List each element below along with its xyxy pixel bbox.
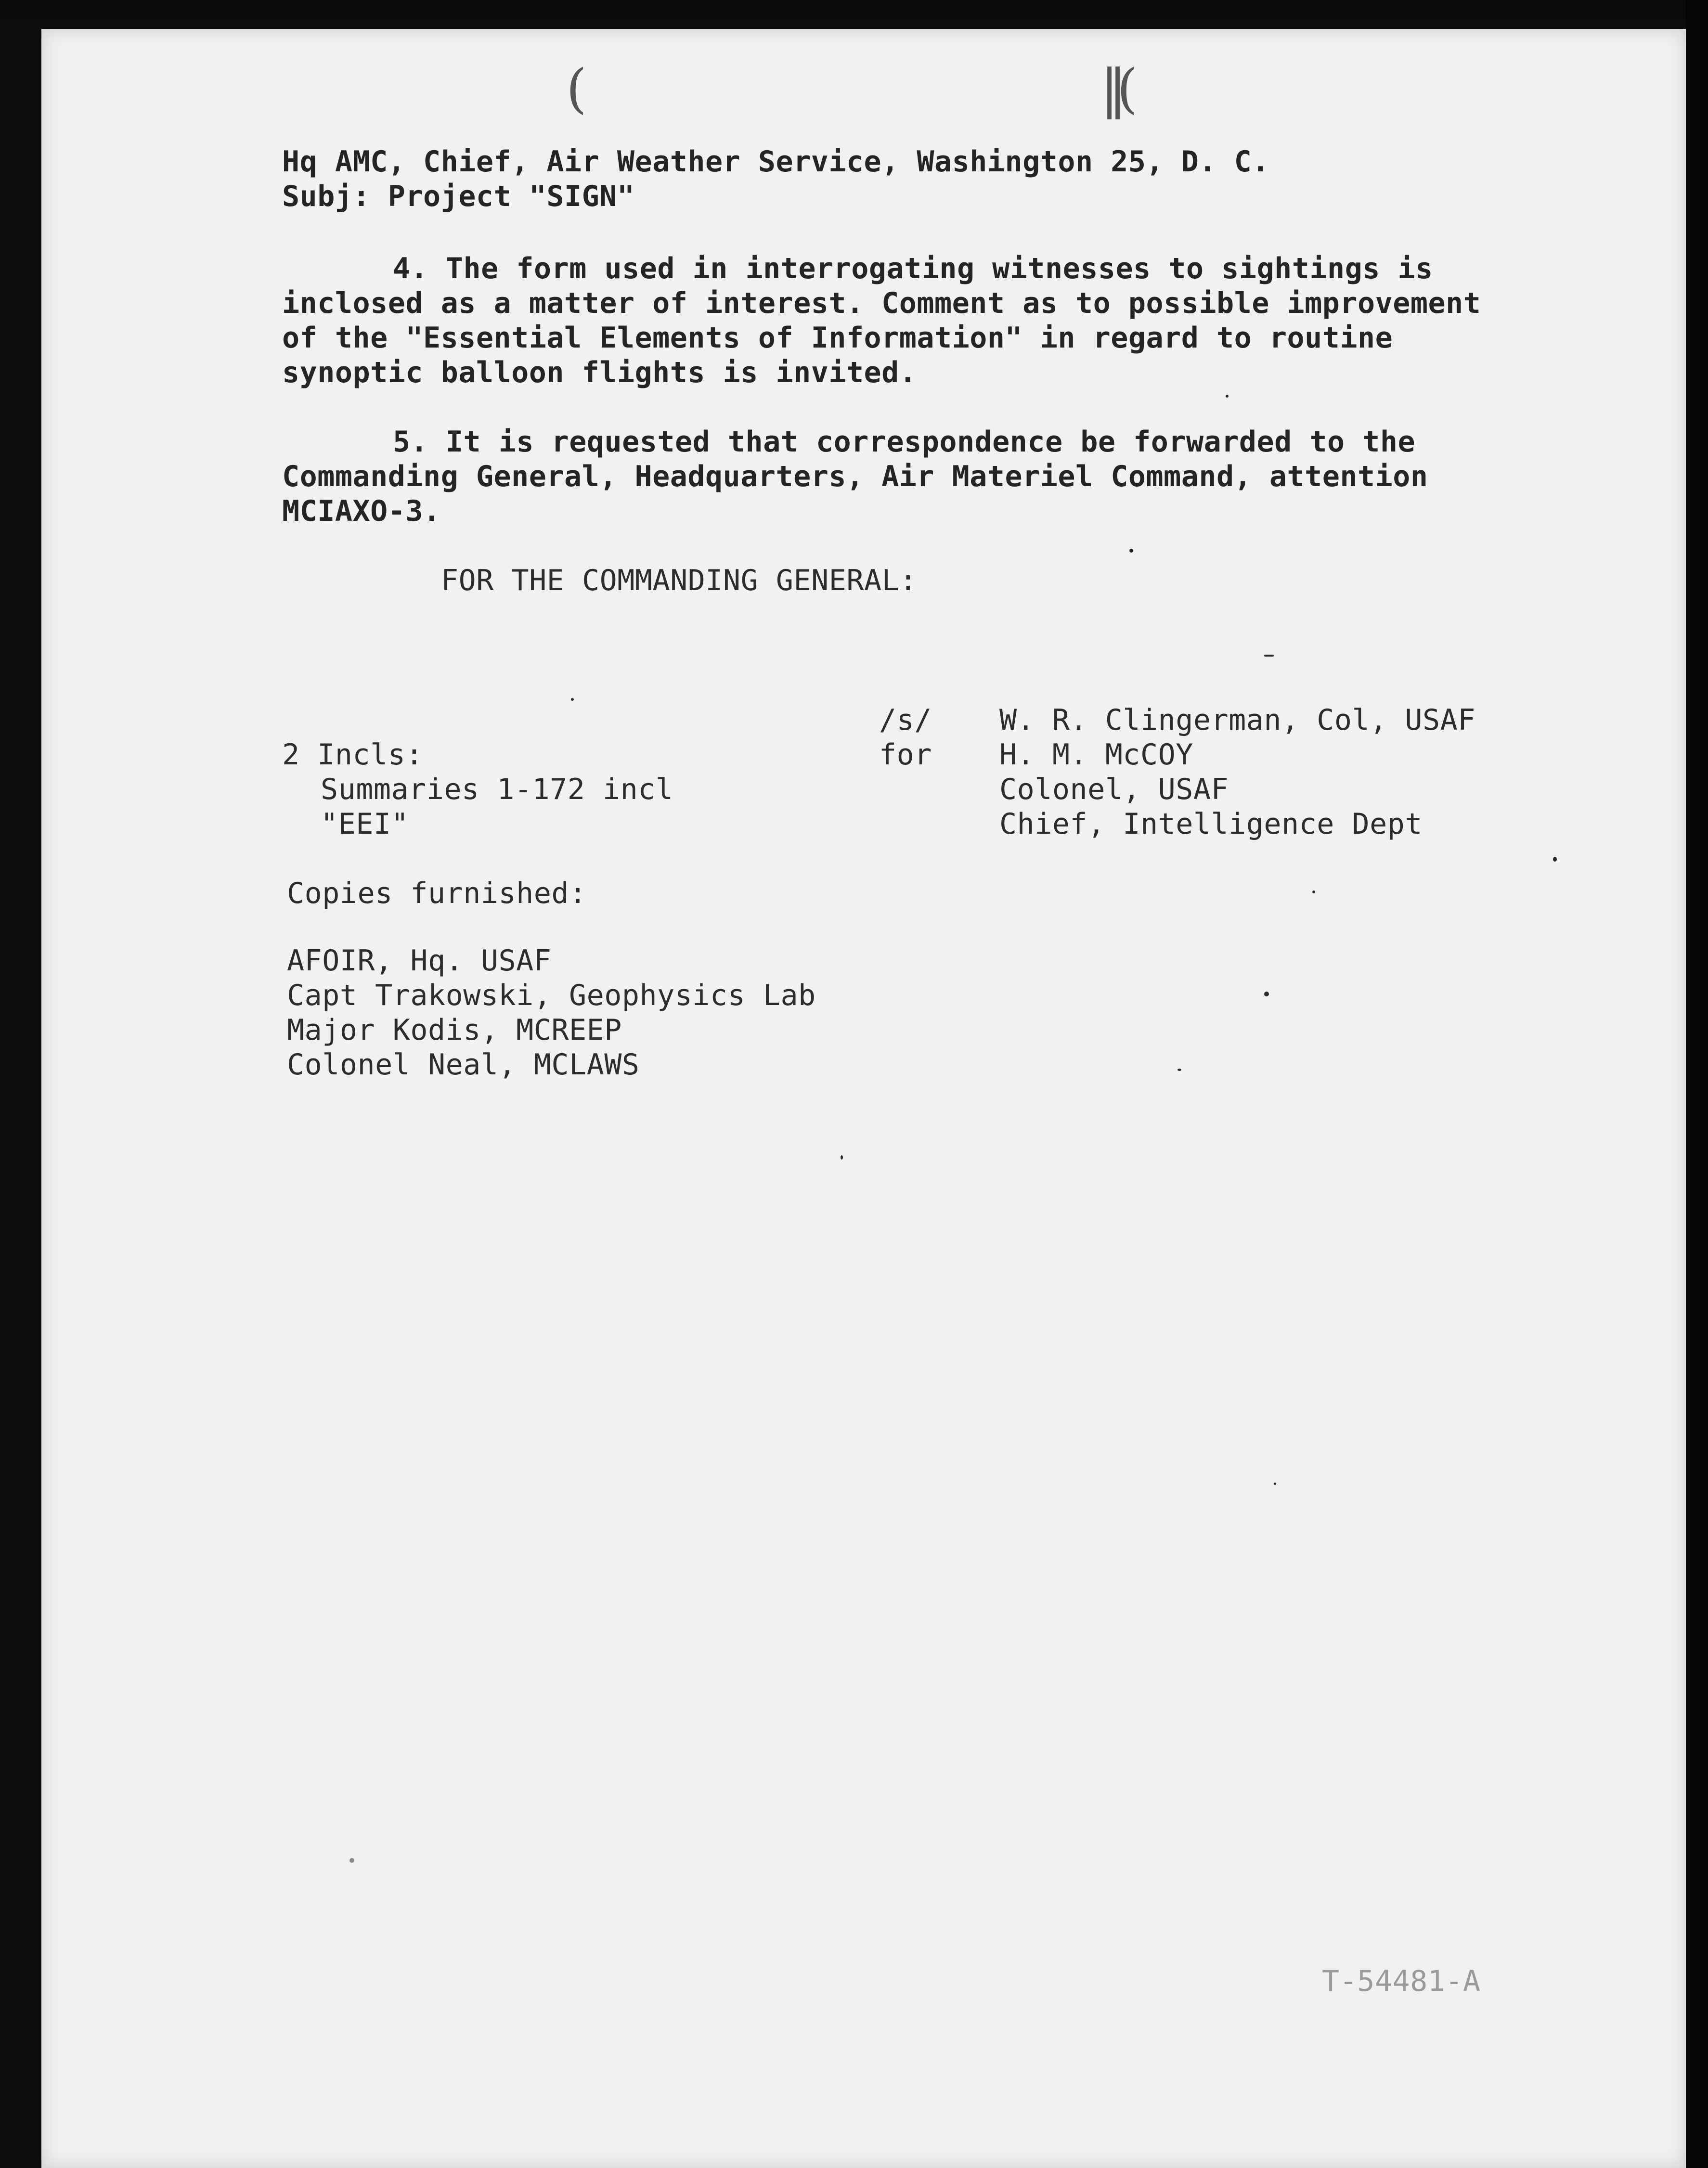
signer-title: Chief, Intelligence Dept [999, 807, 1423, 841]
paragraph-line: 5. It is requested that correspondence be forwarded to the [393, 425, 1416, 459]
speck [1226, 395, 1229, 398]
speck [1264, 992, 1269, 996]
scan-mark-left: ( [566, 58, 587, 119]
speck [1312, 890, 1315, 893]
paragraph-line: MCIAXO-3. [282, 494, 441, 528]
speck [1274, 1483, 1276, 1485]
signer-rank: Colonel, USAF [999, 773, 1229, 806]
speck [349, 1858, 354, 1863]
speck [1553, 857, 1557, 862]
scan-top-edge [0, 0, 1708, 19]
copy-recipient: AFOIR, Hq. USAF [287, 944, 552, 978]
paragraph-line: of the "Essential Elements of Information" in regard to routine [282, 321, 1393, 355]
scan-right-edge [1686, 0, 1708, 2168]
subject-line: Subj: Project "SIGN" [282, 180, 635, 213]
copy-recipient: Major Kodis, MCREEP [287, 1013, 622, 1047]
speck [1129, 549, 1133, 553]
scan-mark-right: ||( [1100, 58, 1128, 119]
speck [1264, 655, 1274, 657]
signature-prefix: /s/ [879, 703, 932, 737]
paragraph-line: 4. The form used in interrogating witnesses to sightings is [393, 252, 1433, 285]
signed-by: W. R. Clingerman, Col, USAF [999, 703, 1475, 737]
speck [841, 1155, 843, 1160]
copy-recipient: Colonel Neal, MCLAWS [287, 1048, 640, 1082]
for-name: H. M. McCOY [999, 738, 1193, 772]
paragraph-line: synoptic balloon flights is invited. [282, 356, 917, 389]
copies-heading: Copies furnished: [287, 877, 587, 910]
speck [1177, 1069, 1181, 1071]
inclosures-heading: 2 Incls: [282, 738, 423, 772]
paragraph-line: Commanding General, Headquarters, Air Materiel Command, attention [282, 460, 1428, 493]
address-line: Hq AMC, Chief, Air Weather Service, Washington 25, D. C. [282, 145, 1269, 179]
inclosure-item: "EEI" [321, 807, 409, 841]
document-page [41, 29, 1686, 2168]
closing-line: FOR THE COMMANDING GENERAL: [441, 564, 917, 597]
footer-code: T-54481-A [1322, 1964, 1481, 1998]
copy-recipient: Capt Trakowski, Geophysics Lab [287, 979, 816, 1012]
paragraph-line: inclosed as a matter of interest. Comment as to possible improvement [282, 286, 1481, 320]
inclosure-item: Summaries 1-172 incl [321, 773, 673, 806]
speck [571, 698, 574, 701]
for-prefix: for [879, 738, 932, 772]
